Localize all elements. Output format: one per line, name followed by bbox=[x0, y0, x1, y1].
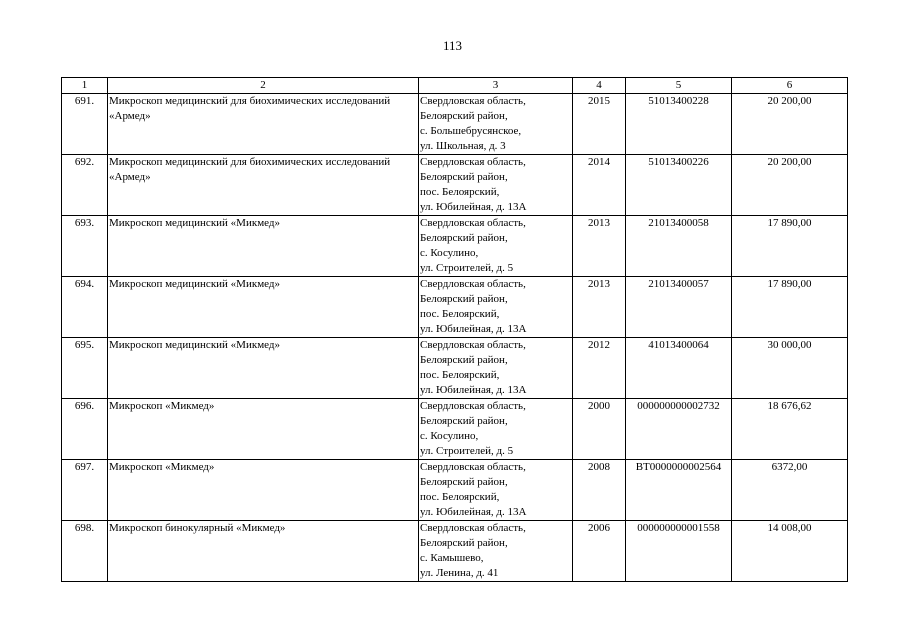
item-cost: 20 200,00 bbox=[732, 155, 848, 216]
inventory-number: 21013400058 bbox=[626, 216, 732, 277]
inventory-number: 41013400064 bbox=[626, 338, 732, 399]
item-address bbox=[419, 399, 573, 460]
address-line: ул. Строителей, д. 5 bbox=[420, 445, 514, 457]
table-row bbox=[62, 338, 848, 399]
item-cost: 30 000,00 bbox=[732, 338, 848, 399]
address-line: ул. Строителей, д. 5 bbox=[420, 262, 514, 274]
address-line: с. Большебрусянское, bbox=[420, 125, 522, 137]
address-line: Белоярский район, bbox=[420, 232, 508, 244]
item-name: Микроскоп медицинский «Микмед» bbox=[108, 338, 419, 399]
row-number: 692. bbox=[62, 155, 108, 216]
column-header-6: 6 bbox=[732, 78, 848, 94]
item-address bbox=[419, 521, 573, 582]
address-line: Свердловская область, bbox=[420, 522, 526, 534]
column-header-4: 4 bbox=[573, 78, 626, 94]
table-row bbox=[62, 277, 848, 338]
inventory-number: 000000000001558 bbox=[626, 521, 732, 582]
address-line: Свердловская область, bbox=[420, 156, 526, 168]
address-line: пос. Белоярский, bbox=[420, 369, 500, 381]
address-line: Белоярский район, bbox=[420, 354, 508, 366]
item-cost: 17 890,00 bbox=[732, 277, 848, 338]
item-year: 2000 bbox=[573, 399, 626, 460]
address-line: Свердловская область, bbox=[420, 461, 526, 473]
address-line: с. Косулино, bbox=[420, 247, 479, 259]
item-year: 2012 bbox=[573, 338, 626, 399]
item-year: 2013 bbox=[573, 216, 626, 277]
row-number: 693. bbox=[62, 216, 108, 277]
inventory-number: 51013400226 bbox=[626, 155, 732, 216]
address-line: Белоярский район, bbox=[420, 171, 508, 183]
item-name: Микроскоп медицинский «Микмед» bbox=[108, 216, 419, 277]
item-address bbox=[419, 216, 573, 277]
address-line: Белоярский район, bbox=[420, 537, 508, 549]
row-number: 691. bbox=[62, 94, 108, 155]
inventory-number: ВТ0000000002564 bbox=[626, 460, 732, 521]
row-number: 698. bbox=[62, 521, 108, 582]
item-address bbox=[419, 460, 573, 521]
item-address bbox=[419, 94, 573, 155]
column-header-1: 1 bbox=[62, 78, 108, 94]
column-header-5: 5 bbox=[626, 78, 732, 94]
address-line: ул. Юбилейная, д. 13А bbox=[420, 506, 527, 518]
address-line: пос. Белоярский, bbox=[420, 491, 500, 503]
address-line: ул. Ленина, д. 41 bbox=[420, 567, 499, 579]
table-row bbox=[62, 155, 848, 216]
address-line: с. Косулино, bbox=[420, 430, 479, 442]
address-line: Свердловская область, bbox=[420, 400, 526, 412]
table-row bbox=[62, 94, 848, 155]
column-header-2: 2 bbox=[108, 78, 419, 94]
item-year: 2014 bbox=[573, 155, 626, 216]
address-line: пос. Белоярский, bbox=[420, 308, 500, 320]
inventory-number: 000000000002732 bbox=[626, 399, 732, 460]
address-line: Свердловская область, bbox=[420, 339, 526, 351]
item-cost: 17 890,00 bbox=[732, 216, 848, 277]
property-registry-table bbox=[61, 77, 848, 582]
item-cost: 20 200,00 bbox=[732, 94, 848, 155]
address-line: ул. Юбилейная, д. 13А bbox=[420, 384, 527, 396]
item-address bbox=[419, 277, 573, 338]
table-row bbox=[62, 521, 848, 582]
address-line: ул. Юбилейная, д. 13А bbox=[420, 201, 527, 213]
item-year: 2006 bbox=[573, 521, 626, 582]
item-cost: 14 008,00 bbox=[732, 521, 848, 582]
item-name: Микроскоп «Микмед» bbox=[108, 399, 419, 460]
item-address bbox=[419, 155, 573, 216]
item-address bbox=[419, 338, 573, 399]
address-line: Белоярский район, bbox=[420, 293, 508, 305]
address-line: Белоярский район, bbox=[420, 110, 508, 122]
page-number: 113 bbox=[442, 38, 463, 53]
row-number: 695. bbox=[62, 338, 108, 399]
row-number: 697. bbox=[62, 460, 108, 521]
item-cost: 18 676,62 bbox=[732, 399, 848, 460]
address-line: Белоярский район, bbox=[420, 476, 508, 488]
item-year: 2008 bbox=[573, 460, 626, 521]
address-line: пос. Белоярский, bbox=[420, 186, 500, 198]
address-line: Свердловская область, bbox=[420, 95, 526, 107]
address-line: с. Камышево, bbox=[420, 552, 484, 564]
item-year: 2015 bbox=[573, 94, 626, 155]
item-name: Микроскоп медицинский для биохимических исследований «Армед» bbox=[108, 155, 419, 216]
column-header-3: 3 bbox=[419, 78, 573, 94]
address-line: ул. Школьная, д. 3 bbox=[420, 140, 506, 152]
header-row bbox=[62, 78, 848, 94]
address-line: Свердловская область, bbox=[420, 217, 526, 229]
row-number: 696. bbox=[62, 399, 108, 460]
item-name: Микроскоп медицинский «Микмед» bbox=[108, 277, 419, 338]
address-line: ул. Юбилейная, д. 13А bbox=[420, 323, 527, 335]
table-row bbox=[62, 460, 848, 521]
item-cost: 6372,00 bbox=[732, 460, 848, 521]
inventory-number: 51013400228 bbox=[626, 94, 732, 155]
item-name: Микроскоп медицинский для биохимических исследований «Армед» bbox=[108, 94, 419, 155]
table-row bbox=[62, 399, 848, 460]
address-line: Свердловская область, bbox=[420, 278, 526, 290]
item-name: Микроскоп бинокулярный «Микмед» bbox=[108, 521, 419, 582]
inventory-number: 21013400057 bbox=[626, 277, 732, 338]
address-line: Белоярский район, bbox=[420, 415, 508, 427]
row-number: 694. bbox=[62, 277, 108, 338]
item-year: 2013 bbox=[573, 277, 626, 338]
item-name: Микроскоп «Микмед» bbox=[108, 460, 419, 521]
table-row bbox=[62, 216, 848, 277]
